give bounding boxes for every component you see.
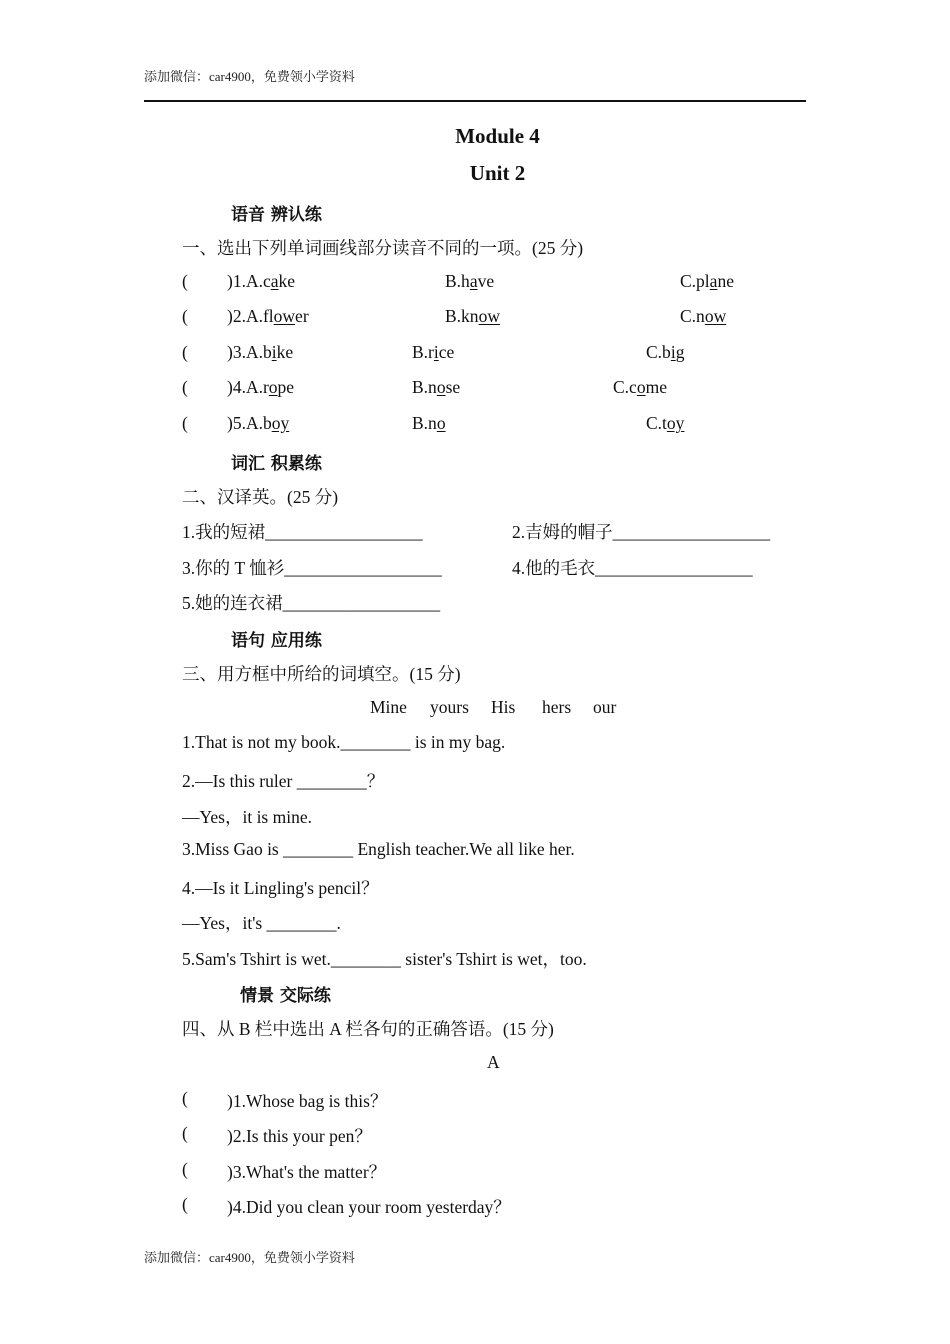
underlined-letters: ow bbox=[273, 306, 296, 326]
part4-heading: 四、从 B 栏中选出 A 栏各句的正确答语。(15 分) bbox=[182, 1019, 554, 1039]
underlined-letters: o bbox=[436, 413, 446, 433]
option-c: C.now bbox=[680, 306, 727, 326]
option-c: C.toy bbox=[646, 413, 685, 433]
underlined-letters: ow bbox=[704, 306, 727, 326]
part3-line: 2.—Is this ruler ________？ bbox=[182, 771, 385, 791]
part3-line: 1.That is not my book.________ is in my bag. bbox=[182, 732, 506, 752]
option-c: C.come bbox=[613, 377, 667, 397]
part1-heading: 一、选出下列单词画线部分读音不同的一项。(25 分) bbox=[182, 238, 584, 258]
underlined-letters: o bbox=[636, 377, 646, 397]
unit-title: Unit 2 bbox=[469, 161, 526, 185]
part2-item: 5.她的连衣裙__________________ bbox=[182, 593, 441, 613]
option-b: B.have bbox=[445, 271, 495, 291]
word-bank-item: yours bbox=[430, 697, 469, 717]
option-b: B.no bbox=[412, 413, 446, 433]
underlined-letters: i bbox=[433, 342, 439, 362]
option-c: C.big bbox=[646, 342, 685, 362]
word-bank-item: Mine bbox=[370, 697, 407, 717]
underlined-letters: i bbox=[271, 342, 277, 362]
question-number: )4.A.rope bbox=[227, 377, 295, 397]
part4-item: )4.Did you clean your room yesterday？ bbox=[227, 1197, 511, 1217]
part2-item: 3.你的 T 恤衫__________________ bbox=[182, 558, 442, 578]
underlined-letters: a bbox=[709, 271, 718, 291]
part3-line: 4.—Is it Lingling's pencil？ bbox=[182, 878, 379, 898]
section-label-sentence: 语句 应用练 bbox=[231, 631, 322, 651]
underlined-letters: a bbox=[270, 271, 279, 291]
module-title: Module 4 bbox=[455, 124, 540, 148]
section-label-situation: 情景 交际练 bbox=[240, 986, 331, 1006]
answer-paren: ( bbox=[182, 413, 188, 433]
word-bank-item: hers bbox=[542, 697, 572, 717]
option-b: B.know bbox=[445, 306, 500, 326]
part3-line: 3.Miss Gao is ________ English teacher.We all like her. bbox=[182, 839, 575, 859]
section-label-vocab: 词汇 积累练 bbox=[231, 454, 322, 474]
part4-item: )3.What's the matter？ bbox=[227, 1162, 387, 1182]
header-note: 添加微信：car4900，免费领小学资料 bbox=[144, 69, 355, 84]
underlined-letters: o bbox=[436, 377, 446, 397]
answer-paren: ( bbox=[182, 342, 188, 362]
footer-note: 添加微信：car4900，免费领小学资料 bbox=[144, 1250, 355, 1265]
part4-paren: ( bbox=[182, 1088, 188, 1108]
underlined-letters: a bbox=[469, 271, 478, 291]
part4-item: )2.Is this your pen？ bbox=[227, 1126, 372, 1146]
header-rule bbox=[144, 100, 806, 102]
answer-paren: ( bbox=[182, 271, 188, 291]
section-label-phonics: 语音 辨认练 bbox=[231, 205, 322, 225]
underlined-letters: oy bbox=[666, 413, 685, 433]
question-number: )2.A.flower bbox=[227, 306, 309, 326]
part3-line: —Yes，it's ________. bbox=[182, 913, 341, 933]
part4-item: )1.Whose bag is this？ bbox=[227, 1091, 388, 1111]
underlined-letters: ow bbox=[478, 306, 500, 326]
option-a: A.cake bbox=[245, 271, 296, 291]
question-number: )1.A.cake bbox=[227, 271, 296, 291]
option-a: A.bike bbox=[245, 342, 294, 362]
answer-paren: ( bbox=[182, 377, 188, 397]
part3-heading: 三、用方框中所给的词填空。(15 分) bbox=[182, 664, 461, 684]
part4-paren: ( bbox=[182, 1194, 188, 1214]
part2-item: 2.吉姆的帽子__________________ bbox=[512, 522, 771, 542]
question-number: )3.A.bike bbox=[227, 342, 294, 362]
part2-item: 4.他的毛衣__________________ bbox=[512, 558, 753, 578]
word-bank-item: His bbox=[491, 697, 516, 717]
option-a: A.rope bbox=[245, 377, 295, 397]
part2-heading: 二、汉译英。(25 分) bbox=[182, 487, 339, 507]
column-a-label: A bbox=[487, 1052, 500, 1072]
option-c: C.plane bbox=[680, 271, 734, 291]
part3-line: —Yes，it is mine. bbox=[182, 807, 312, 827]
option-b: B.nose bbox=[412, 377, 461, 397]
underlined-letters: i bbox=[670, 342, 676, 362]
option-a: A.flower bbox=[245, 306, 309, 326]
part4-paren: ( bbox=[182, 1159, 188, 1179]
answer-paren: ( bbox=[182, 306, 188, 326]
underlined-letters: o bbox=[268, 377, 278, 397]
underlined-letters: oy bbox=[271, 413, 290, 433]
part2-item: 1.我的短裙__________________ bbox=[182, 522, 423, 542]
word-bank-item: our bbox=[593, 697, 617, 717]
option-a: A.boy bbox=[245, 413, 290, 433]
part3-line: 5.Sam's Tshirt is wet.________ sister's Tshirt is wet，too. bbox=[182, 949, 587, 969]
part4-paren: ( bbox=[182, 1123, 188, 1143]
option-b: B.rice bbox=[412, 342, 455, 362]
question-number: )5.A.boy bbox=[227, 413, 290, 433]
